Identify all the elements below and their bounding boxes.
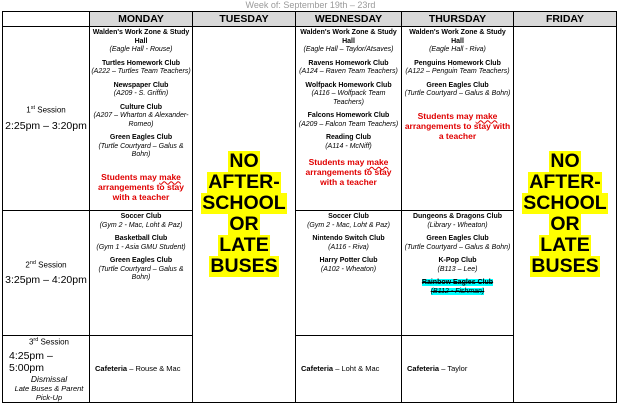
late-bus-note: Late Buses & Parent Pick-Up: [14, 383, 84, 402]
club-entry: Culture Club (A207 – Wharton & Alexander-Romeo): [93, 103, 189, 128]
session-2-label: 2nd Session 3:25pm – 4:20pm: [3, 211, 90, 336]
club-entry: Nintendo Switch Club (A116 - Riva): [312, 235, 385, 251]
session-1-time: 2:25pm – 3:20pm: [5, 119, 87, 132]
monday-session-2: [90, 211, 193, 336]
club-entry: Falcons Homework Club (A209 – Falcon Team Teachers): [298, 112, 399, 128]
club-entry: Walden's Work Zone & Study Hall (Eagle Hall – Taylor/Atsaves): [300, 29, 397, 53]
header-friday: FRIDAY: [514, 12, 617, 27]
club-entry: Harry Potter Club (A102 - Wheaton): [319, 257, 378, 273]
wednesday-session-2: [296, 211, 402, 336]
club-entry: Green Eagles Club (Turtle Courtyard – Galus & Bohn): [404, 235, 511, 251]
club-entry: Turtles Homework Club (A222 – Turtles Team Teachers): [91, 59, 191, 75]
club-entry: Basketball Club (Gym 1 - Asia GMU Student): [96, 235, 186, 251]
monday-cafeteria: Cafeteria – Rouse & Mac: [90, 336, 193, 403]
club-entry: Walden's Work Zone & Study Hall (Eagle Hall - Riva): [409, 29, 506, 53]
club-entry: Penguins Homework Club (A122 – Penguin Team Teachers): [405, 59, 510, 75]
header-row: [3, 12, 617, 27]
club-entry: Soccer Club (Gym 2 - Mac, Loht & Paz): [307, 213, 390, 229]
thursday-session-1: [402, 27, 514, 211]
thursday-cafeteria: Cafeteria – Taylor: [402, 336, 514, 403]
wednesday-cafeteria: Cafeteria – Loht & Mac: [296, 336, 402, 403]
thursday-session-2: [402, 211, 514, 336]
session-1-label: 1st Session 2:25pm – 3:20pm: [3, 27, 90, 211]
club-entry: Ravens Homework Club (A124 – Raven Team Teachers): [299, 59, 398, 75]
club-entry: Green Eagles Club (Turtle Courtyard – Galus & Bohn): [98, 134, 184, 158]
header-thursday: THURSDAY: [402, 12, 514, 27]
stay-with-teacher-note: Students may make arrangements to stay with a teacher: [98, 171, 184, 202]
session-3-time: 4:25pm – 5:00pm: [9, 349, 53, 374]
wednesday-session-1: [296, 27, 402, 211]
session-2-time: 3:25pm – 4:20pm: [5, 274, 87, 287]
session-1-row: [3, 27, 617, 211]
club-entry: Wolfpack Homework Club (A116 – Wolfpack Team Teachers): [305, 81, 392, 106]
stay-with-teacher-note: Students may make arrangements to stay with a teacher: [404, 110, 511, 141]
club-entry: Green Eagles Club (Turtle Courtyard – Galus & Bohn): [98, 257, 184, 281]
club-entry: Newspaper Club (A209 - S. Griffin): [113, 81, 169, 97]
tuesday-no-buses: NO AFTER- SCHOOL OR LATE BUSES: [193, 27, 296, 403]
dismissal-label: Dismissal: [30, 373, 68, 384]
club-entry: Walden's Work Zone & Study Hall (Eagle Hall - Rouse): [92, 29, 190, 53]
header-monday: MONDAY: [90, 12, 193, 27]
club-entry: Reading Club (A114 - McNiff): [325, 134, 372, 150]
header-corner: [3, 12, 90, 27]
friday-no-buses: NO AFTER- SCHOOL OR LATE BUSES: [514, 27, 617, 403]
club-entry: Soccer Club (Gym 2 - Mac, Loht & Paz): [99, 213, 183, 229]
club-entry: Dungeons & Dragons Club (Library - Wheaton): [412, 213, 503, 229]
club-entry: K-Pop Club (B113 – Lee): [437, 257, 478, 273]
stay-with-teacher-note: Students may make arrangements to stay with a teacher: [305, 157, 392, 187]
week-label: Week of: September 19th – 23rd: [245, 0, 376, 10]
schedule-table: [2, 11, 617, 403]
header-tuesday: TUESDAY: [193, 12, 296, 27]
header-wednesday: WEDNESDAY: [296, 12, 402, 27]
club-entry: Green Eagles Club (Turtle Courtyard – Galus & Bohn): [404, 81, 511, 97]
session-3-label: 3rd Session 4:25pm – 5:00pm Dismissal Late Buses & Parent Pick-Up: [3, 336, 90, 403]
monday-session-1: [90, 27, 193, 211]
struck-club-entry: Rainbow Eagles Club (B112 - Fishman): [421, 279, 494, 295]
